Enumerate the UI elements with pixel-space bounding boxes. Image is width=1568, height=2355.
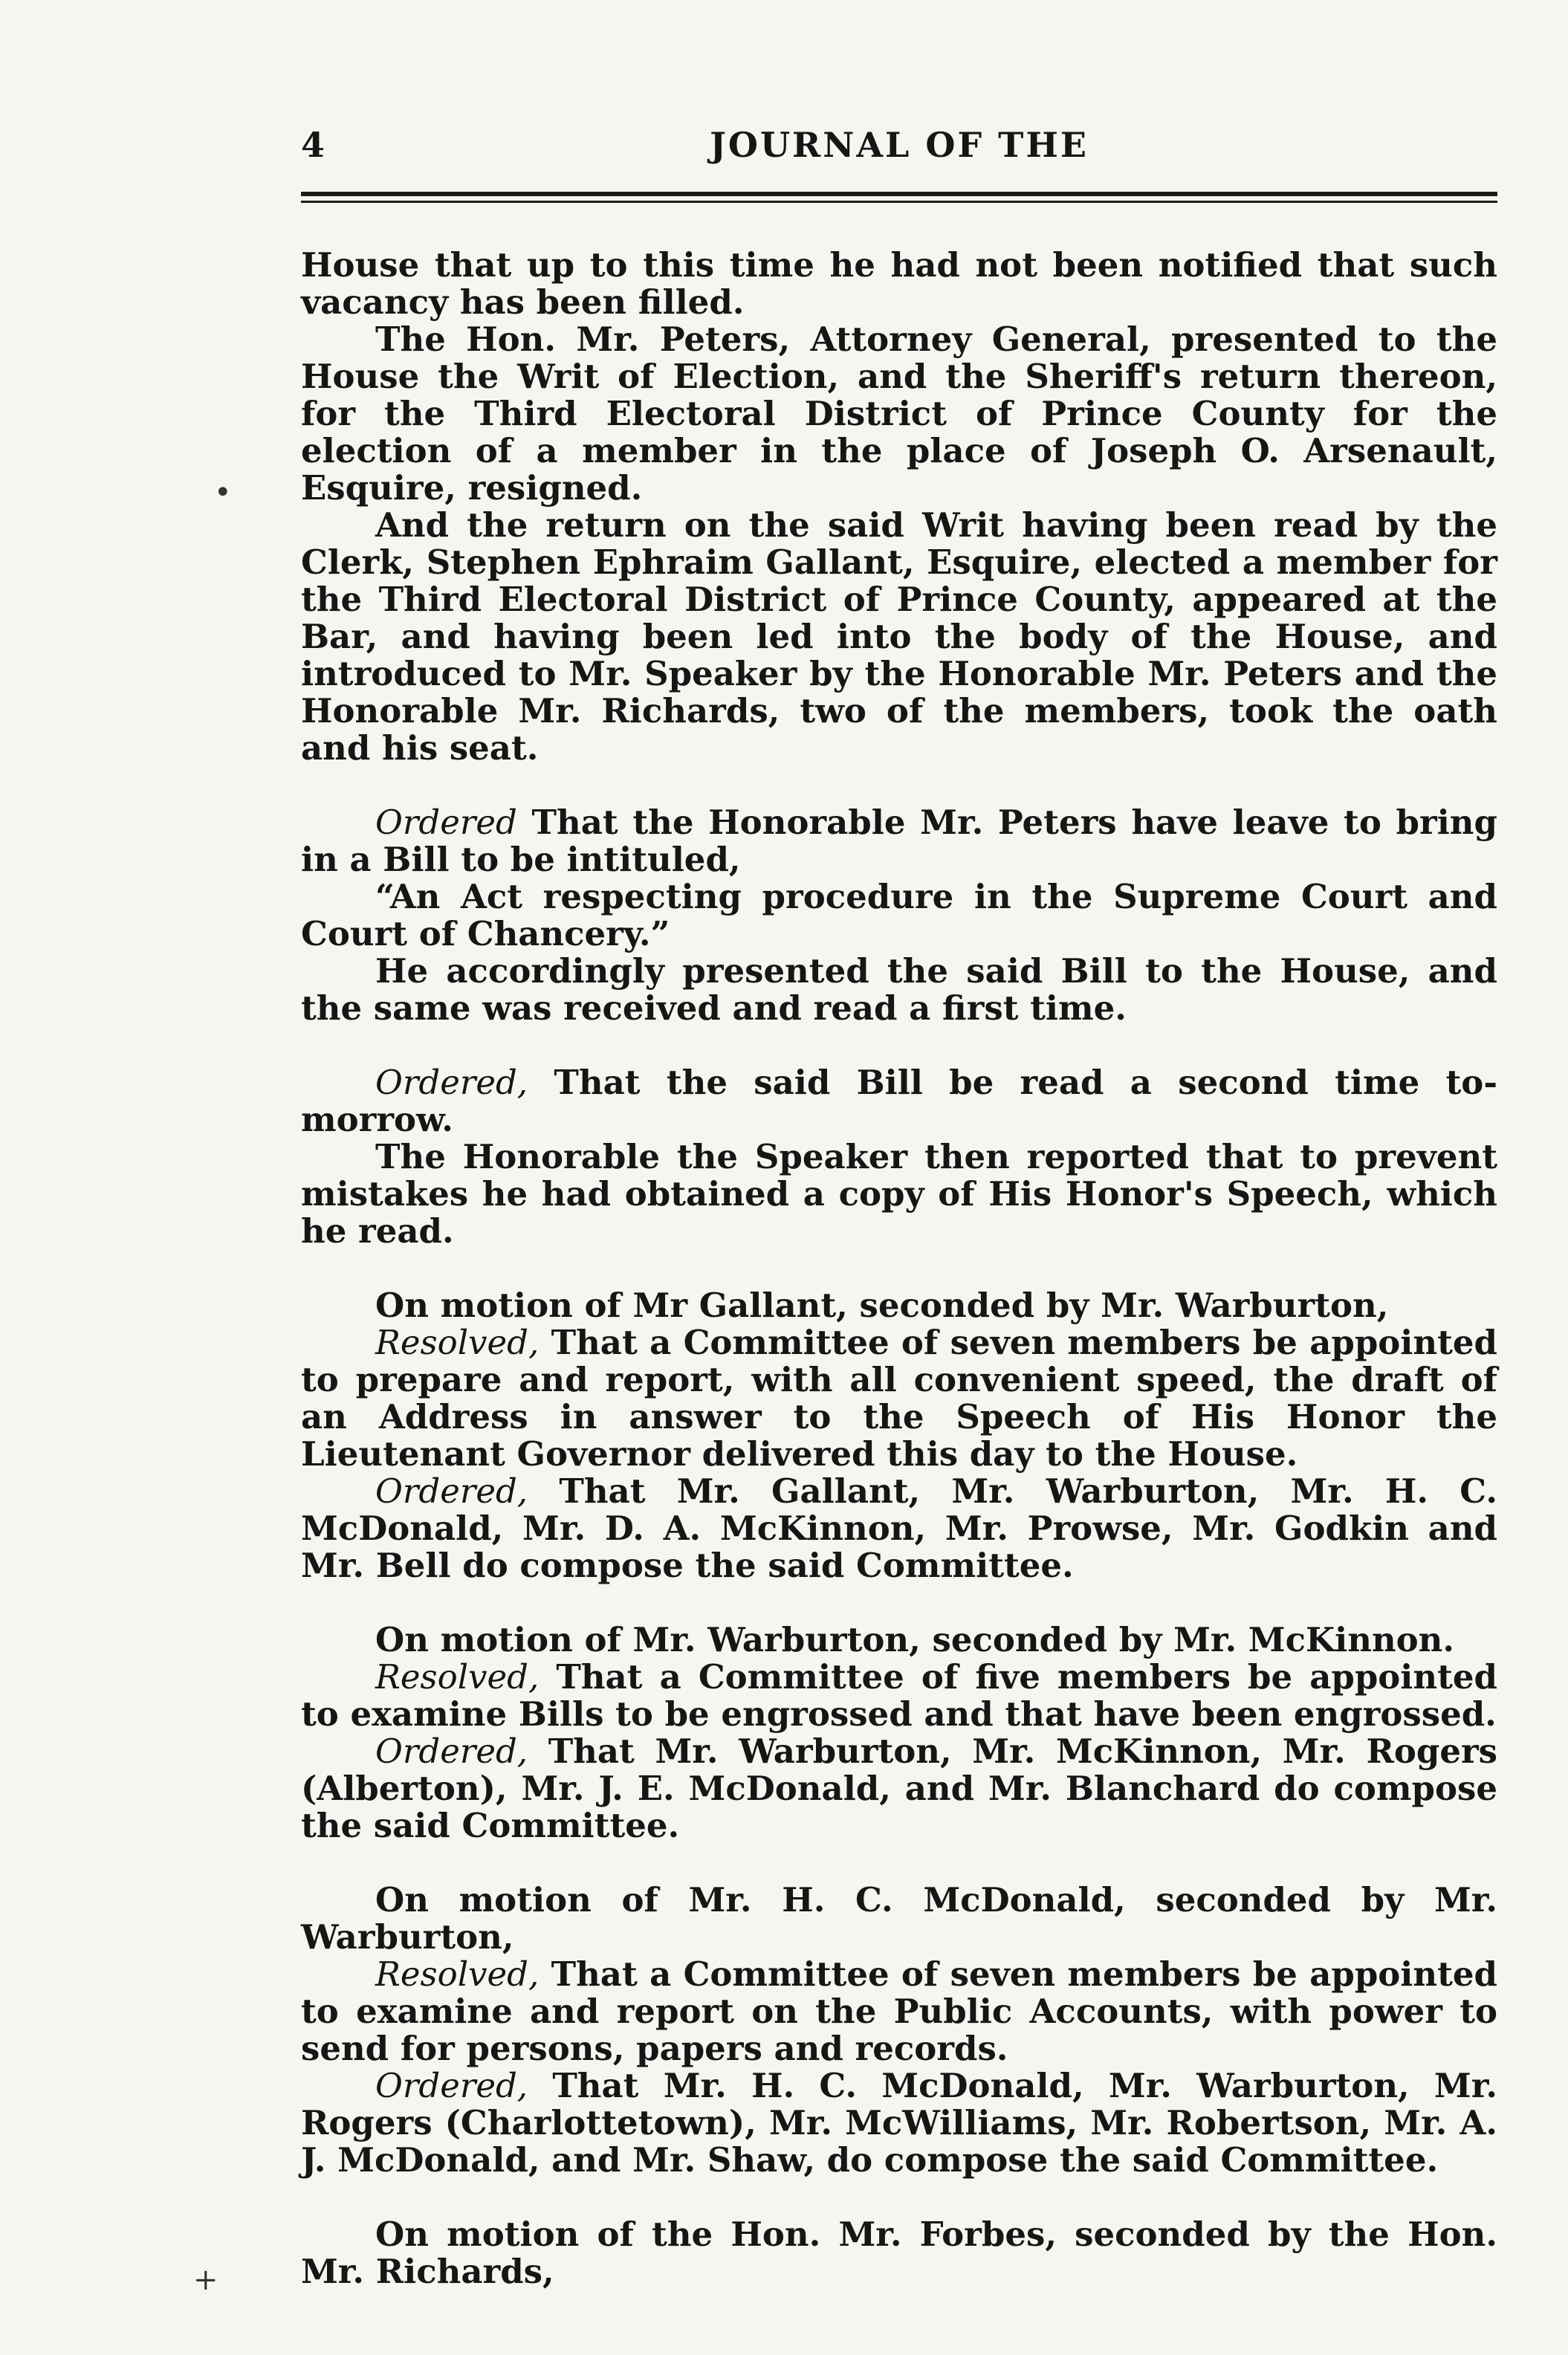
motion-line: On motion of the Hon. Mr. Forbes, seconded by the Hon. Mr. Richards, (301, 2215, 1497, 2291)
bill-title: “An Act respecting procedure in the Supreme Court and Court of Chancery.” (301, 877, 1497, 953)
running-head: JOURNAL OF THE (710, 125, 1089, 165)
paragraph: And the return on the said Writ having been read by the Clerk, Stephen Ephraim Gallant, Esquire, elected a member for the Third Electoral District of Prince County, appeared at the Bar, and having been led into the body of the House, and introduced to Mr. Speaker by the Honorable Mr. Peters and the Honorable Mr. Richards, two of the members, took the oath and his seat. (301, 505, 1497, 768)
paragraph: Ordered That the Honorable Mr. Peters have leave to bring in a Bill to be intituled, (301, 803, 1497, 879)
paragraph: Ordered, That the said Bill be read a second time to-morrow. (301, 1063, 1497, 1139)
margin-dot: • (214, 476, 232, 510)
page-number: 4 (301, 125, 325, 165)
paragraph: He accordingly presented the said Bill to the House, and the same was received and read a first time. (301, 951, 1497, 1028)
header-rule-thin (301, 201, 1497, 203)
paragraph: The Hon. Mr. Peters, Attorney General, presented to the House the Writ of Election, and the Sheriff's return thereon, for the Third Electoral District of Prince County for the election of a member in the place of Joseph O. Arsenault, Esquire, resigned. (301, 320, 1497, 508)
order: Ordered, That Mr. Warburton, Mr. McKinnon, Mr. Rogers (Alberton), Mr. J. E. McDonald, and Mr. Blanchard do compose the said Committee. (301, 1732, 1497, 1845)
resolution: Resolved, That a Committee of seven members be appointed to prepare and report, with all convenient speed, the draft of an Address in answer to the Speech of His Honor the Lieutenant Governor delivered this day to the House. (301, 1323, 1497, 1474)
paragraph: House that up to this time he had not been notified that such vacancy has been filled. (301, 245, 1497, 322)
page-header (301, 125, 1497, 169)
motion-line: On motion of Mr Gallant, seconded by Mr. Warburton, (375, 1286, 1389, 1325)
journal-body (301, 247, 1497, 2290)
motion-line: On motion of Mr. Warburton, seconded by Mr. McKinnon. (375, 1620, 1455, 1659)
order: Ordered, That Mr. Gallant, Mr. Warburton, Mr. H. C. McDonald, Mr. D. A. McKinnon, Mr. Prowse, Mr. Godkin and Mr. Bell do compose the said Committee. (301, 1471, 1497, 1585)
order: Ordered, That Mr. H. C. McDonald, Mr. Warburton, Mr. Rogers (Charlottetown), Mr. McWilliams, Mr. Robertson, Mr. A. J. McDonald, and Mr. Shaw, do compose the said Committee. (301, 2066, 1497, 2180)
paragraph: The Honorable the Speaker then reported that to prevent mistakes he had obtained a copy of His Honor's Speech, which he read. (301, 1137, 1497, 1251)
resolution: Resolved, That a Committee of five members be appointed to examine Bills to be engrossed and that have been engrossed. (301, 1657, 1497, 1734)
resolution: Resolved, That a Committee of seven members be appointed to examine and report on the Public Accounts, with power to send for persons, papers and records. (301, 1954, 1497, 2068)
motion-line: On motion of Mr. H. C. McDonald, seconded by Mr. Warburton, (301, 1880, 1497, 1957)
header-rule-thick (301, 192, 1497, 196)
margin-cross: + (193, 2263, 218, 2297)
